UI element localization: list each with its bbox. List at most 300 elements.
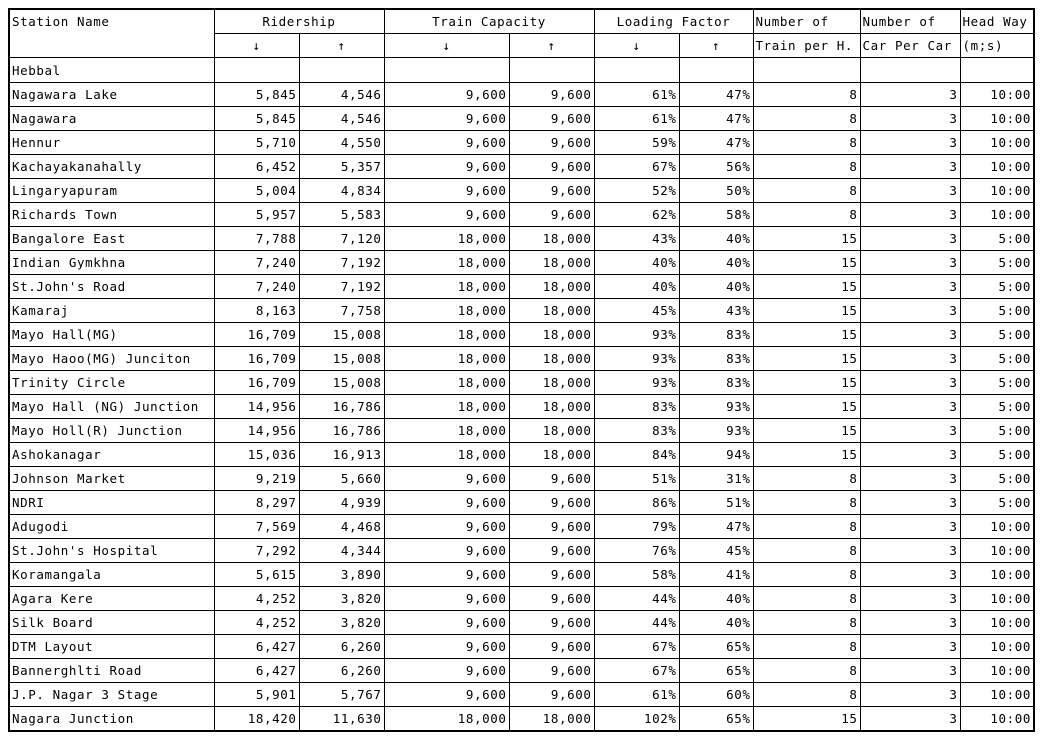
loading-factor-down-cell: 61% <box>594 683 679 707</box>
ridership-up-cell: 3,820 <box>299 611 384 635</box>
capacity-down-cell: 18,000 <box>384 251 509 275</box>
capacity-down-cell: 9,600 <box>384 467 509 491</box>
station-name-cell: Mayo Hall(MG) <box>9 323 214 347</box>
loading-factor-header: Loading Factor <box>594 9 753 34</box>
table-row <box>9 659 1034 683</box>
table-header <box>9 9 1034 58</box>
head-way-cell: 10:00 <box>960 155 1034 179</box>
head-way-cell: 5:00 <box>960 395 1034 419</box>
capacity-up-cell: 9,600 <box>509 467 594 491</box>
table-row <box>9 635 1034 659</box>
loading-factor-up-cell: 47% <box>679 131 753 155</box>
cars-per-car-cell: 3 <box>860 707 960 732</box>
trains-per-hour-cell: 8 <box>753 539 860 563</box>
table-row <box>9 347 1034 371</box>
loading-factor-up-cell: 47% <box>679 515 753 539</box>
capacity-up-cell: 9,600 <box>509 635 594 659</box>
head-way-cell: 10:00 <box>960 515 1034 539</box>
loading-factor-up-cell: 51% <box>679 491 753 515</box>
cars-per-car-cell: 3 <box>860 371 960 395</box>
head-way-header-line2: (m;s) <box>960 34 1034 58</box>
ridership-up-cell: 4,834 <box>299 179 384 203</box>
loading-factor-down-cell: 61% <box>594 83 679 107</box>
table-row <box>9 539 1034 563</box>
capacity-down-cell: 9,600 <box>384 563 509 587</box>
capacity-up-cell: 9,600 <box>509 539 594 563</box>
station-name-cell: Hennur <box>9 131 214 155</box>
table-body <box>9 58 1034 732</box>
capacity-down-cell: 9,600 <box>384 107 509 131</box>
cars-per-car-cell: 3 <box>860 491 960 515</box>
table-row <box>9 107 1034 131</box>
loading-factor-down-cell: 79% <box>594 515 679 539</box>
capacity-up-cell: 18,000 <box>509 299 594 323</box>
head-way-cell: 10:00 <box>960 635 1034 659</box>
ridership-down-cell: 5,901 <box>214 683 299 707</box>
head-way-cell: 10:00 <box>960 107 1034 131</box>
empty-cell <box>384 58 509 83</box>
station-name-cell: Richards Town <box>9 203 214 227</box>
loading-factor-down-cell: 83% <box>594 419 679 443</box>
station-name-cell: Johnson Market <box>9 467 214 491</box>
loading-factor-down-cell: 61% <box>594 107 679 131</box>
capacity-up-cell: 9,600 <box>509 515 594 539</box>
station-name-cell: Lingaryapuram <box>9 179 214 203</box>
ridership-up-cell: 4,468 <box>299 515 384 539</box>
ridership-down-cell: 6,427 <box>214 659 299 683</box>
ridership-up-cell: 16,913 <box>299 443 384 467</box>
capacity-up-cell: 18,000 <box>509 371 594 395</box>
loading-factor-up-cell: 47% <box>679 107 753 131</box>
table-row <box>9 707 1034 732</box>
ridership-up-cell: 5,767 <box>299 683 384 707</box>
cars-per-car-cell: 3 <box>860 179 960 203</box>
loading-factor-up-cell: 83% <box>679 371 753 395</box>
ridership-down-cell: 7,292 <box>214 539 299 563</box>
loading-factor-up-cell: 40% <box>679 275 753 299</box>
trains-per-hour-cell: 8 <box>753 659 860 683</box>
ridership-down-cell: 7,788 <box>214 227 299 251</box>
loading-factor-up-cell: 41% <box>679 563 753 587</box>
capacity-down-cell: 9,600 <box>384 83 509 107</box>
station-name-cell: Nagawara Lake <box>9 83 214 107</box>
ridership-down-cell: 14,956 <box>214 419 299 443</box>
ridership-down-cell: 16,709 <box>214 347 299 371</box>
table-row <box>9 251 1034 275</box>
table-row <box>9 275 1034 299</box>
capacity-down-cell: 18,000 <box>384 299 509 323</box>
capacity-down-cell: 9,600 <box>384 179 509 203</box>
ridership-up-cell: 4,344 <box>299 539 384 563</box>
capacity-down-cell: 9,600 <box>384 587 509 611</box>
loading-factor-down-cell: 83% <box>594 395 679 419</box>
ridership-up-cell: 15,008 <box>299 371 384 395</box>
loading-factor-down-cell: 58% <box>594 563 679 587</box>
capacity-up-cell: 18,000 <box>509 419 594 443</box>
trains-per-hour-cell: 8 <box>753 683 860 707</box>
table-row <box>9 467 1034 491</box>
capacity-up-cell: 9,600 <box>509 683 594 707</box>
trains-per-hour-cell: 8 <box>753 467 860 491</box>
cars-per-car-cell: 3 <box>860 323 960 347</box>
trains-per-hour-cell: 15 <box>753 275 860 299</box>
station-name-cell: Indian Gymkhna <box>9 251 214 275</box>
ridership-down-cell: 9,219 <box>214 467 299 491</box>
ridership-up-cell: 4,546 <box>299 107 384 131</box>
capacity-down-cell: 18,000 <box>384 347 509 371</box>
trains-per-hour-cell: 8 <box>753 155 860 179</box>
ridership-sheet <box>8 8 1035 732</box>
capacity-up-cell: 18,000 <box>509 347 594 371</box>
ridership-down-cell: 7,240 <box>214 251 299 275</box>
loading-factor-up-cell: 93% <box>679 395 753 419</box>
capacity-up-cell: 18,000 <box>509 395 594 419</box>
cars-per-car-header-line2: Car Per Car <box>860 34 960 58</box>
ridership-down-cell: 16,709 <box>214 323 299 347</box>
loading-factor-down-cell: 40% <box>594 251 679 275</box>
cars-per-car-cell: 3 <box>860 683 960 707</box>
loading-factor-up-cell: 40% <box>679 227 753 251</box>
cars-per-car-cell: 3 <box>860 155 960 179</box>
head-way-cell: 5:00 <box>960 227 1034 251</box>
head-way-cell: 10:00 <box>960 131 1034 155</box>
head-way-cell: 10:00 <box>960 659 1034 683</box>
loading-factor-down-cell: 45% <box>594 299 679 323</box>
head-way-cell: 5:00 <box>960 251 1034 275</box>
header-row-1 <box>9 9 1034 34</box>
trains-per-hour-cell: 8 <box>753 635 860 659</box>
loading-down-arrow: ↓ <box>594 34 679 58</box>
loading-factor-down-cell: 59% <box>594 131 679 155</box>
station-name-cell: Hebbal <box>9 58 214 83</box>
ridership-down-cell: 8,297 <box>214 491 299 515</box>
cars-per-car-cell: 3 <box>860 395 960 419</box>
trains-per-hour-cell: 8 <box>753 203 860 227</box>
capacity-up-cell: 9,600 <box>509 587 594 611</box>
table-row <box>9 155 1034 179</box>
table-row <box>9 227 1034 251</box>
head-way-cell: 5:00 <box>960 467 1034 491</box>
loading-factor-up-cell: 40% <box>679 251 753 275</box>
trains-per-hour-cell: 15 <box>753 323 860 347</box>
loading-factor-down-cell: 93% <box>594 347 679 371</box>
head-way-cell: 5:00 <box>960 371 1034 395</box>
trains-per-hour-cell: 8 <box>753 515 860 539</box>
capacity-up-arrow: ↑ <box>509 34 594 58</box>
capacity-up-cell: 18,000 <box>509 227 594 251</box>
head-way-cell: 10:00 <box>960 563 1034 587</box>
ridership-down-arrow: ↓ <box>214 34 299 58</box>
station-name-header: Station Name <box>9 9 214 58</box>
loading-factor-up-cell: 58% <box>679 203 753 227</box>
station-name-cell: Mayo Holl(R) Junction <box>9 419 214 443</box>
ridership-down-cell: 7,240 <box>214 275 299 299</box>
trains-per-hour-cell: 8 <box>753 83 860 107</box>
cars-per-car-cell: 3 <box>860 467 960 491</box>
trains-per-hour-cell: 8 <box>753 587 860 611</box>
ridership-down-cell: 14,956 <box>214 395 299 419</box>
cars-per-car-cell: 3 <box>860 107 960 131</box>
cars-per-car-cell: 3 <box>860 227 960 251</box>
cars-per-car-cell: 3 <box>860 659 960 683</box>
station-name-cell: Bannerghlti Road <box>9 659 214 683</box>
empty-cell <box>753 58 860 83</box>
head-way-cell: 5:00 <box>960 323 1034 347</box>
ridership-up-cell: 7,120 <box>299 227 384 251</box>
trains-per-hour-header-line1: Number of <box>753 9 860 34</box>
station-name-cell: Mayo Hall (NG) Junction <box>9 395 214 419</box>
head-way-cell: 10:00 <box>960 83 1034 107</box>
station-name-cell: St.John's Road <box>9 275 214 299</box>
table-row-first-station <box>9 58 1034 83</box>
trains-per-hour-cell: 15 <box>753 419 860 443</box>
station-name-cell: Ashokanagar <box>9 443 214 467</box>
empty-cell <box>299 58 384 83</box>
table-row <box>9 131 1034 155</box>
cars-per-car-cell: 3 <box>860 131 960 155</box>
station-name-cell: Mayo Haoo(MG) Junciton <box>9 347 214 371</box>
trains-per-hour-cell: 15 <box>753 227 860 251</box>
trains-per-hour-cell: 15 <box>753 347 860 371</box>
loading-factor-down-cell: 62% <box>594 203 679 227</box>
cars-per-car-cell: 3 <box>860 299 960 323</box>
loading-factor-down-cell: 86% <box>594 491 679 515</box>
cars-per-car-cell: 3 <box>860 419 960 443</box>
capacity-down-cell: 9,600 <box>384 131 509 155</box>
capacity-up-cell: 18,000 <box>509 323 594 347</box>
loading-factor-down-cell: 84% <box>594 443 679 467</box>
ridership-down-cell: 5,710 <box>214 131 299 155</box>
cars-per-car-header-line1: Number of <box>860 9 960 34</box>
station-name-cell: Silk Board <box>9 611 214 635</box>
capacity-down-cell: 18,000 <box>384 323 509 347</box>
table-row <box>9 371 1034 395</box>
loading-up-arrow: ↑ <box>679 34 753 58</box>
loading-factor-up-cell: 31% <box>679 467 753 491</box>
ridership-down-cell: 15,036 <box>214 443 299 467</box>
loading-factor-down-cell: 67% <box>594 155 679 179</box>
cars-per-car-cell: 3 <box>860 563 960 587</box>
head-way-cell: 5:00 <box>960 419 1034 443</box>
head-way-cell: 5:00 <box>960 443 1034 467</box>
ridership-up-cell: 6,260 <box>299 635 384 659</box>
station-name-cell: Agara Kere <box>9 587 214 611</box>
loading-factor-down-cell: 51% <box>594 467 679 491</box>
cars-per-car-cell: 3 <box>860 539 960 563</box>
trains-per-hour-cell: 8 <box>753 107 860 131</box>
ridership-down-cell: 6,452 <box>214 155 299 179</box>
capacity-up-cell: 9,600 <box>509 491 594 515</box>
loading-factor-up-cell: 83% <box>679 347 753 371</box>
capacity-down-cell: 18,000 <box>384 395 509 419</box>
cars-per-car-cell: 3 <box>860 275 960 299</box>
capacity-up-cell: 9,600 <box>509 83 594 107</box>
trains-per-hour-cell: 15 <box>753 707 860 732</box>
head-way-cell: 5:00 <box>960 275 1034 299</box>
capacity-up-cell: 18,000 <box>509 707 594 732</box>
ridership-table <box>8 8 1035 732</box>
station-name-cell: St.John's Hospital <box>9 539 214 563</box>
capacity-down-cell: 9,600 <box>384 683 509 707</box>
empty-cell <box>594 58 679 83</box>
head-way-cell: 5:00 <box>960 299 1034 323</box>
head-way-cell: 10:00 <box>960 179 1034 203</box>
empty-cell <box>509 58 594 83</box>
trains-per-hour-cell: 15 <box>753 371 860 395</box>
loading-factor-down-cell: 67% <box>594 659 679 683</box>
table-row <box>9 419 1034 443</box>
capacity-down-cell: 9,600 <box>384 635 509 659</box>
empty-cell <box>960 58 1034 83</box>
ridership-up-cell: 11,630 <box>299 707 384 732</box>
cars-per-car-cell: 3 <box>860 83 960 107</box>
capacity-down-cell: 18,000 <box>384 443 509 467</box>
loading-factor-down-cell: 93% <box>594 323 679 347</box>
head-way-cell: 10:00 <box>960 203 1034 227</box>
capacity-up-cell: 9,600 <box>509 563 594 587</box>
head-way-cell: 10:00 <box>960 707 1034 732</box>
ridership-down-cell: 5,957 <box>214 203 299 227</box>
loading-factor-up-cell: 47% <box>679 83 753 107</box>
station-name-cell: Koramangala <box>9 563 214 587</box>
capacity-down-cell: 9,600 <box>384 491 509 515</box>
head-way-cell: 10:00 <box>960 683 1034 707</box>
station-name-cell: DTM Layout <box>9 635 214 659</box>
head-way-header-line1: Head Way <box>960 9 1034 34</box>
ridership-down-cell: 7,569 <box>214 515 299 539</box>
ridership-up-cell: 15,008 <box>299 347 384 371</box>
ridership-down-cell: 4,252 <box>214 611 299 635</box>
capacity-down-cell: 9,600 <box>384 611 509 635</box>
ridership-up-cell: 7,192 <box>299 275 384 299</box>
ridership-down-cell: 18,420 <box>214 707 299 732</box>
capacity-up-cell: 9,600 <box>509 203 594 227</box>
loading-factor-up-cell: 50% <box>679 179 753 203</box>
trains-per-hour-cell: 8 <box>753 563 860 587</box>
cars-per-car-cell: 3 <box>860 611 960 635</box>
station-name-cell: Nagawara <box>9 107 214 131</box>
capacity-up-cell: 9,600 <box>509 611 594 635</box>
station-name-cell: Kamaraj <box>9 299 214 323</box>
ridership-up-cell: 5,660 <box>299 467 384 491</box>
ridership-down-cell: 5,004 <box>214 179 299 203</box>
table-row <box>9 491 1034 515</box>
capacity-down-cell: 18,000 <box>384 275 509 299</box>
ridership-up-cell: 6,260 <box>299 659 384 683</box>
table-row <box>9 83 1034 107</box>
loading-factor-up-cell: 45% <box>679 539 753 563</box>
ridership-down-cell: 6,427 <box>214 635 299 659</box>
capacity-down-cell: 9,600 <box>384 539 509 563</box>
capacity-up-cell: 9,600 <box>509 659 594 683</box>
table-row <box>9 443 1034 467</box>
loading-factor-down-cell: 43% <box>594 227 679 251</box>
table-row <box>9 611 1034 635</box>
loading-factor-down-cell: 76% <box>594 539 679 563</box>
table-row <box>9 587 1034 611</box>
empty-cell <box>214 58 299 83</box>
capacity-down-arrow: ↓ <box>384 34 509 58</box>
station-name-cell: Bangalore East <box>9 227 214 251</box>
ridership-down-cell: 5,845 <box>214 107 299 131</box>
station-name-cell: Trinity Circle <box>9 371 214 395</box>
loading-factor-up-cell: 65% <box>679 635 753 659</box>
ridership-down-cell: 16,709 <box>214 371 299 395</box>
capacity-up-cell: 18,000 <box>509 443 594 467</box>
ridership-up-cell: 5,583 <box>299 203 384 227</box>
table-row <box>9 515 1034 539</box>
loading-factor-up-cell: 40% <box>679 611 753 635</box>
capacity-up-cell: 9,600 <box>509 107 594 131</box>
ridership-up-cell: 4,550 <box>299 131 384 155</box>
station-name-cell: Nagara Junction <box>9 707 214 732</box>
loading-factor-up-cell: 40% <box>679 587 753 611</box>
cars-per-car-cell: 3 <box>860 515 960 539</box>
ridership-up-cell: 16,786 <box>299 419 384 443</box>
ridership-down-cell: 5,845 <box>214 83 299 107</box>
cars-per-car-cell: 3 <box>860 587 960 611</box>
station-name-cell: J.P. Nagar 3 Stage <box>9 683 214 707</box>
table-row <box>9 299 1034 323</box>
table-row <box>9 683 1034 707</box>
trains-per-hour-cell: 15 <box>753 251 860 275</box>
trains-per-hour-cell: 15 <box>753 395 860 419</box>
head-way-cell: 10:00 <box>960 611 1034 635</box>
loading-factor-up-cell: 65% <box>679 659 753 683</box>
station-name-cell: Kachayakanahally <box>9 155 214 179</box>
loading-factor-down-cell: 93% <box>594 371 679 395</box>
cars-per-car-cell: 3 <box>860 203 960 227</box>
trains-per-hour-cell: 15 <box>753 299 860 323</box>
trains-per-hour-cell: 8 <box>753 611 860 635</box>
ridership-up-cell: 15,008 <box>299 323 384 347</box>
trains-per-hour-cell: 8 <box>753 179 860 203</box>
ridership-up-cell: 4,546 <box>299 83 384 107</box>
capacity-down-cell: 9,600 <box>384 203 509 227</box>
head-way-cell: 5:00 <box>960 347 1034 371</box>
loading-factor-up-cell: 94% <box>679 443 753 467</box>
ridership-down-cell: 4,252 <box>214 587 299 611</box>
head-way-cell: 5:00 <box>960 491 1034 515</box>
capacity-down-cell: 9,600 <box>384 515 509 539</box>
empty-cell <box>679 58 753 83</box>
cars-per-car-cell: 3 <box>860 443 960 467</box>
capacity-down-cell: 9,600 <box>384 659 509 683</box>
head-way-cell: 10:00 <box>960 587 1034 611</box>
capacity-down-cell: 18,000 <box>384 419 509 443</box>
capacity-up-cell: 9,600 <box>509 131 594 155</box>
empty-cell <box>860 58 960 83</box>
ridership-up-cell: 3,820 <box>299 587 384 611</box>
ridership-up-cell: 4,939 <box>299 491 384 515</box>
table-row <box>9 203 1034 227</box>
ridership-header: Ridership <box>214 9 384 34</box>
capacity-up-cell: 18,000 <box>509 251 594 275</box>
cars-per-car-cell: 3 <box>860 251 960 275</box>
loading-factor-up-cell: 65% <box>679 707 753 732</box>
capacity-up-cell: 18,000 <box>509 275 594 299</box>
loading-factor-up-cell: 43% <box>679 299 753 323</box>
table-row <box>9 563 1034 587</box>
loading-factor-down-cell: 52% <box>594 179 679 203</box>
cars-per-car-cell: 3 <box>860 347 960 371</box>
loading-factor-down-cell: 44% <box>594 587 679 611</box>
ridership-up-arrow: ↑ <box>299 34 384 58</box>
trains-per-hour-header-line2: Train per H. <box>753 34 860 58</box>
station-name-cell: Adugodi <box>9 515 214 539</box>
trains-per-hour-cell: 8 <box>753 131 860 155</box>
ridership-up-cell: 5,357 <box>299 155 384 179</box>
